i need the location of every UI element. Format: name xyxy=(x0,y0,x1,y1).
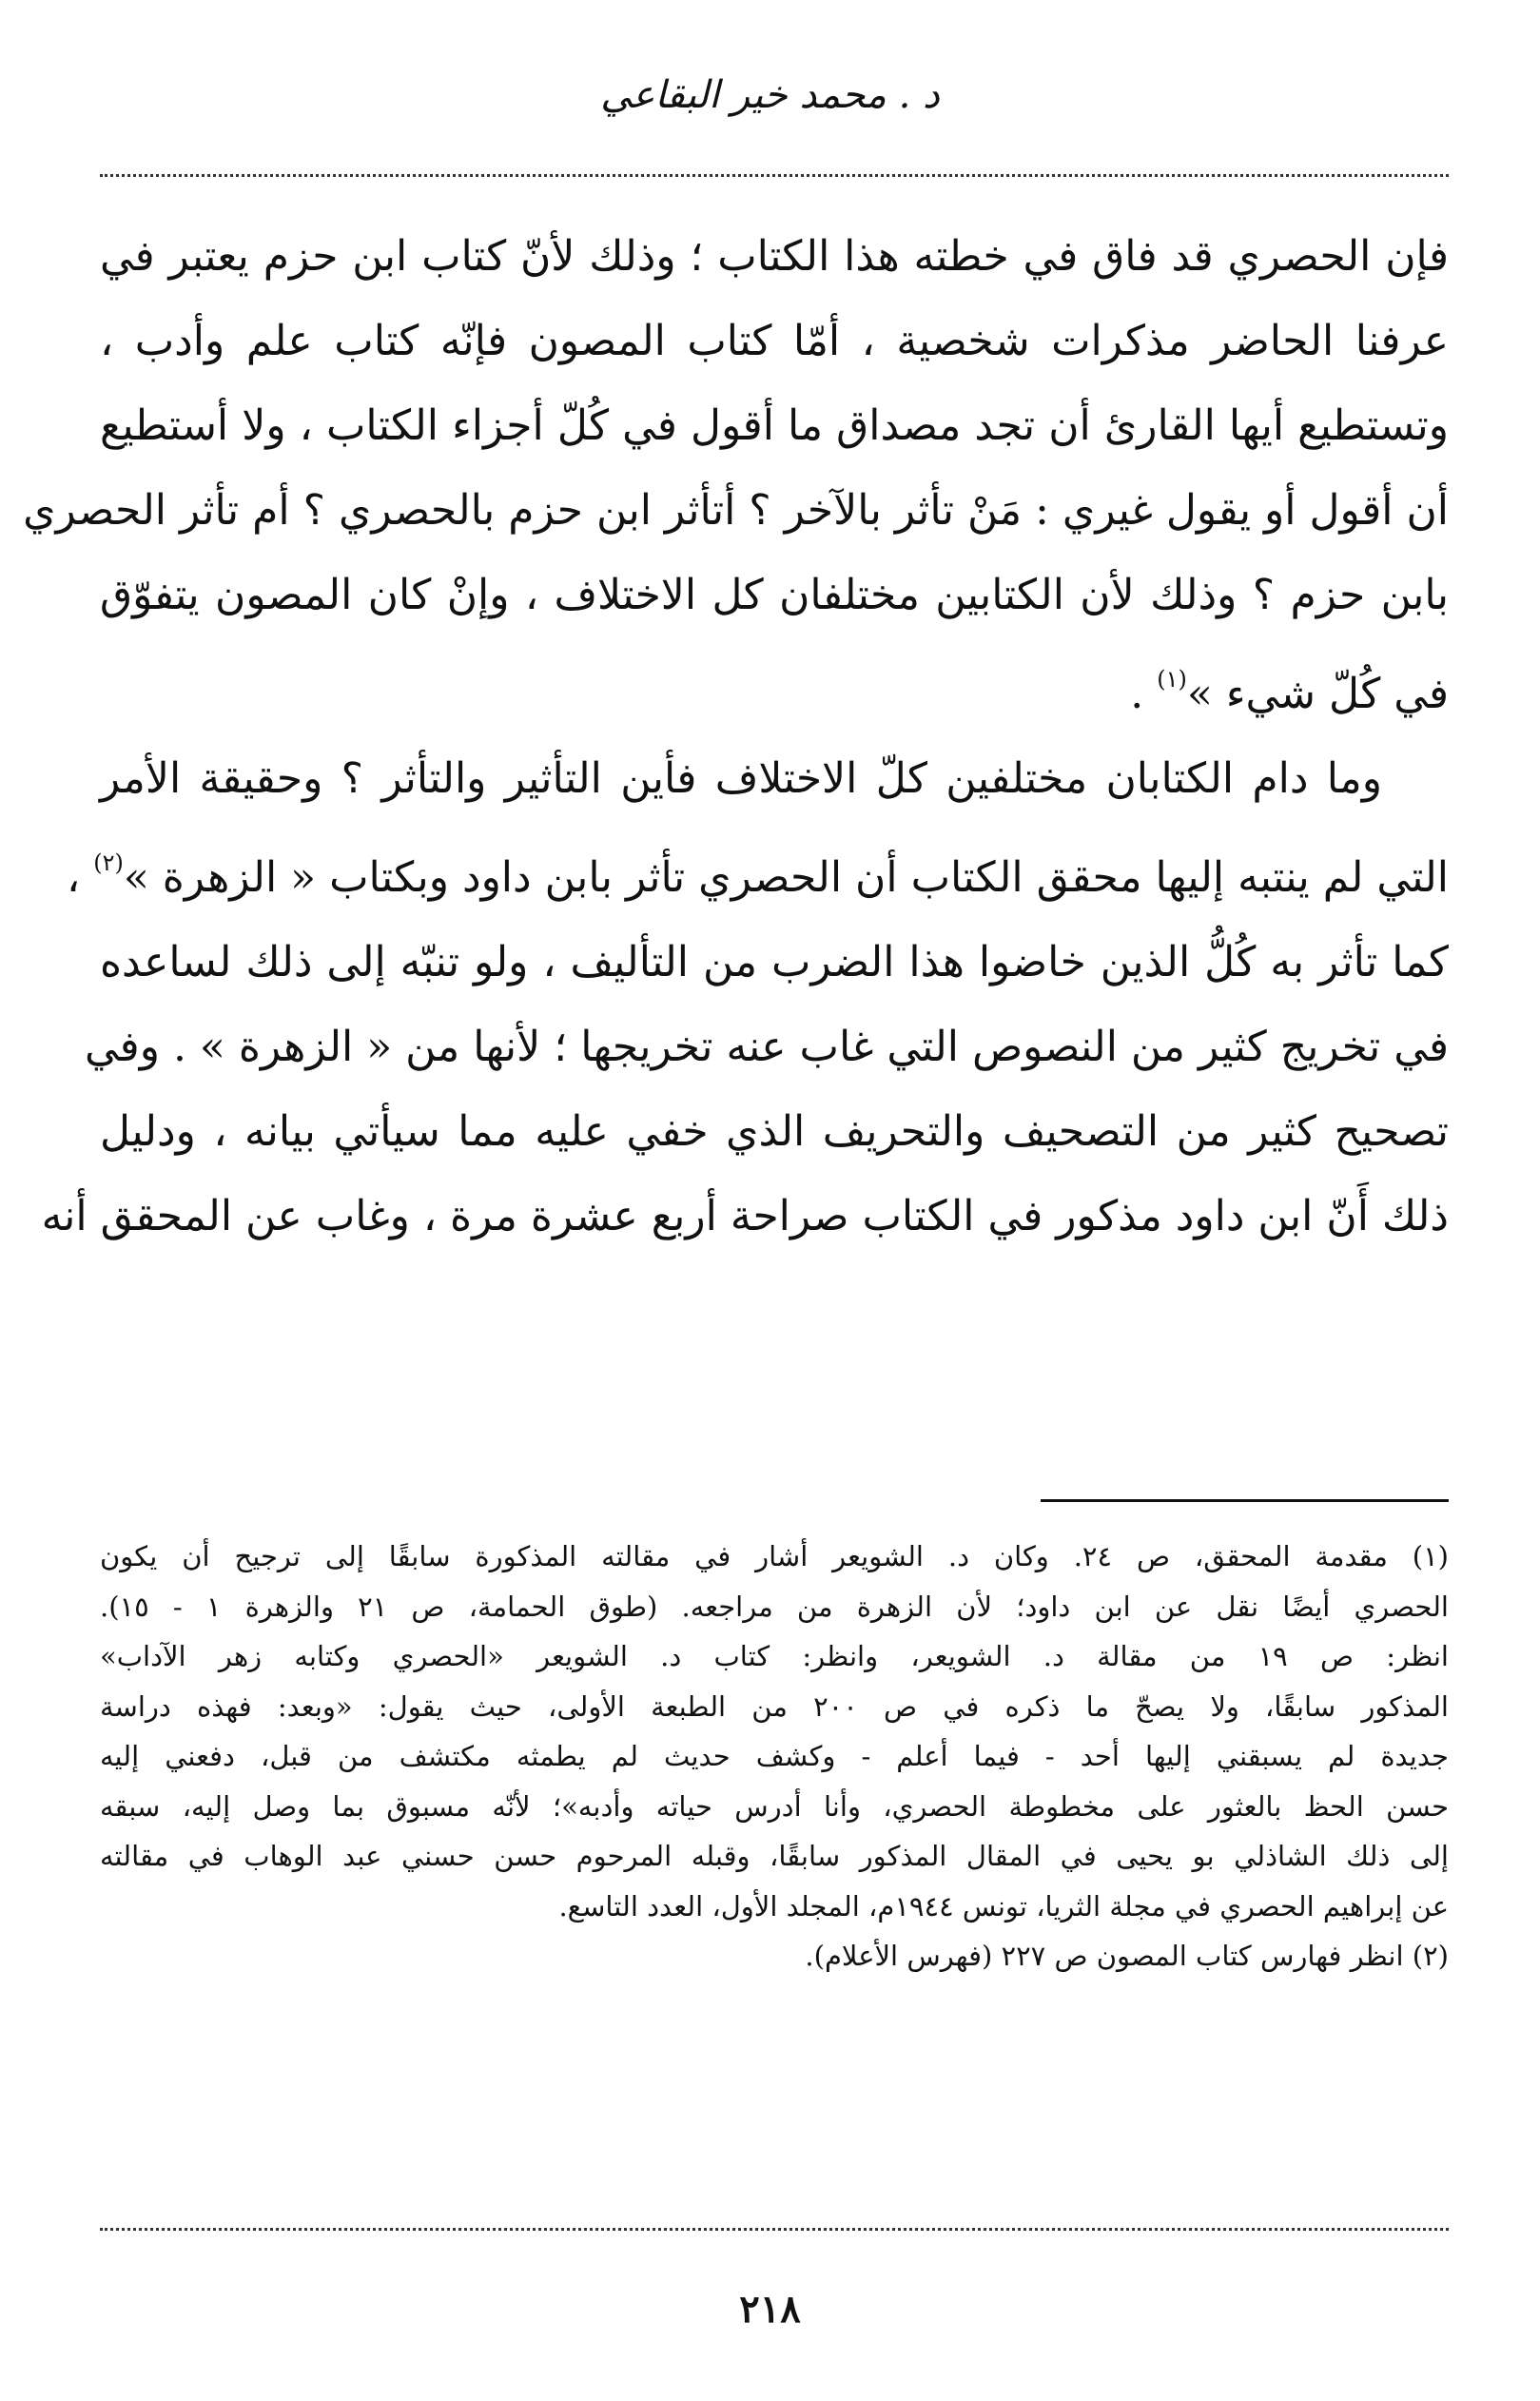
text-line: أن أقول أو يقول غيري : مَنْ تأثر بالآخر ؟ أتأثر ابن حزم بالحصري ؟ أم تأثر الحصري xyxy=(23,486,1449,535)
footnote-line: الحصري أيضًا نقل عن ابن داود؛ لأن الزهرة من مراجعه. (طوق الحمامة، ص ٢١ والزهرة ١ - ١٥). xyxy=(100,1590,1449,1623)
text-fragment: ، xyxy=(67,853,94,902)
footnote-line: حسن الحظ بالعثور على مخطوطة الحصري، وأنا أدرس حياته وأدبه»؛ لأنّه مسبوق بما وصل إليه، سبقه xyxy=(100,1789,1450,1823)
footnote-ref-1[interactable]: (١) xyxy=(1157,666,1187,693)
footer-rule xyxy=(100,2228,1449,2231)
main-text xyxy=(23,214,1449,1259)
footnote-line: (٢) انظر فهارس كتاب المصون ص ٢٢٧ (فهرس الأعلام). xyxy=(805,1940,1449,1972)
header-author: د . محمد خير البقاعي xyxy=(600,73,940,117)
text-line: وتستطيع أيها القارئ أن تجد مصداق ما أقول في كُلّ أجزاء الكتاب ، ولا أستطيع xyxy=(100,401,1449,450)
header-rule xyxy=(100,174,1449,177)
text-fragment: . xyxy=(1130,670,1158,718)
text-line: ذلك أَنّ ابن داود مذكور في الكتاب صراحة أربع عشرة مرة ، وغاب عن المحقق أنه xyxy=(41,1192,1449,1240)
footnote-line: (١) مقدمة المحقق، ص ٢٤. وكان د. الشويعر أشار في مقالته المذكورة سابقًا إلى ترجيح أن يكون xyxy=(100,1540,1449,1572)
text-line xyxy=(67,821,1449,920)
text-line: كما تأثر به كُلُّ الذين خاضوا هذا الضرب من التأليف ، ولو تنبّه إلى ذلك لساعده xyxy=(100,938,1449,986)
footnotes xyxy=(100,1532,1449,1981)
footnote-line: عن إبراهيم الحصري في مجلة الثريا، تونس ١٩٤٤م، المجلد الأول، العدد التاسع. xyxy=(558,1889,1449,1923)
footnote-line: المذكور سابقًا، ولا يصحّ ما ذكره في ص ٢٠٠ من الطبعة الأولى، حيث يقول: «وبعد: فهذه دراسة xyxy=(100,1689,1449,1723)
footnote-line: جديدة لم يسبقني إليها أحد - فيما أعلم - وكشف حديث لم يطمثه مكتشف من قبل، دفعني إليه xyxy=(100,1740,1449,1772)
text-line: وما دام الكتابان مختلفين كلّ الاختلاف فأين التأثير والتأثر ؟ وحقيقة الأمر xyxy=(100,754,1382,803)
text-line: تصحيح كثير من التصحيف والتحريف الذي خفي عليه مما سيأتي بيانه ، ودليل xyxy=(100,1107,1449,1156)
running-header xyxy=(0,67,1540,124)
text-line: في تخريج كثير من النصوص التي غاب عنه تخريجها ؛ لأنها من « الزهرة » . وفي xyxy=(85,1023,1449,1071)
footnote-line: إلى ذلك الشاذلي بو يحيى في المقال المذكور سابقًا، وقبله المرحوم حسن حسني عبد الوهاب في مقالته xyxy=(100,1840,1449,1872)
footnote-line: انظر: ص ١٩ من مقالة د. الشويعر، وانظر: كتاب د. الشويعر «الحصري وكتابه زهر الآداب» xyxy=(100,1640,1449,1672)
text-line: بابن حزم ؟ وذلك لأن الكتابين مختلفان كل الاختلاف ، وإنْ كان المصون يتفوّق xyxy=(100,571,1449,619)
footnote-separator xyxy=(1041,1499,1449,1502)
text-line: عرفنا الحاضر مذكرات شخصية ، أمّا كتاب المصون فإنّه كتاب علم وأدب ، xyxy=(100,317,1449,365)
text-fragment: في كُلّ شيء » xyxy=(1186,670,1449,718)
text-line xyxy=(100,637,1449,736)
page-number: ٢١٨ xyxy=(739,2287,801,2332)
footnote-ref-2[interactable]: (٢) xyxy=(93,849,124,876)
text-line: فإن الحصري قد فاق في خطته هذا الكتاب ؛ وذلك لأنّ كتاب ابن حزم يعتبر في xyxy=(100,232,1449,281)
text-fragment: التي لم ينتبه إليها محقق الكتاب أن الحصري تأثر بابن داود وبكتاب « الزهرة » xyxy=(123,853,1449,902)
